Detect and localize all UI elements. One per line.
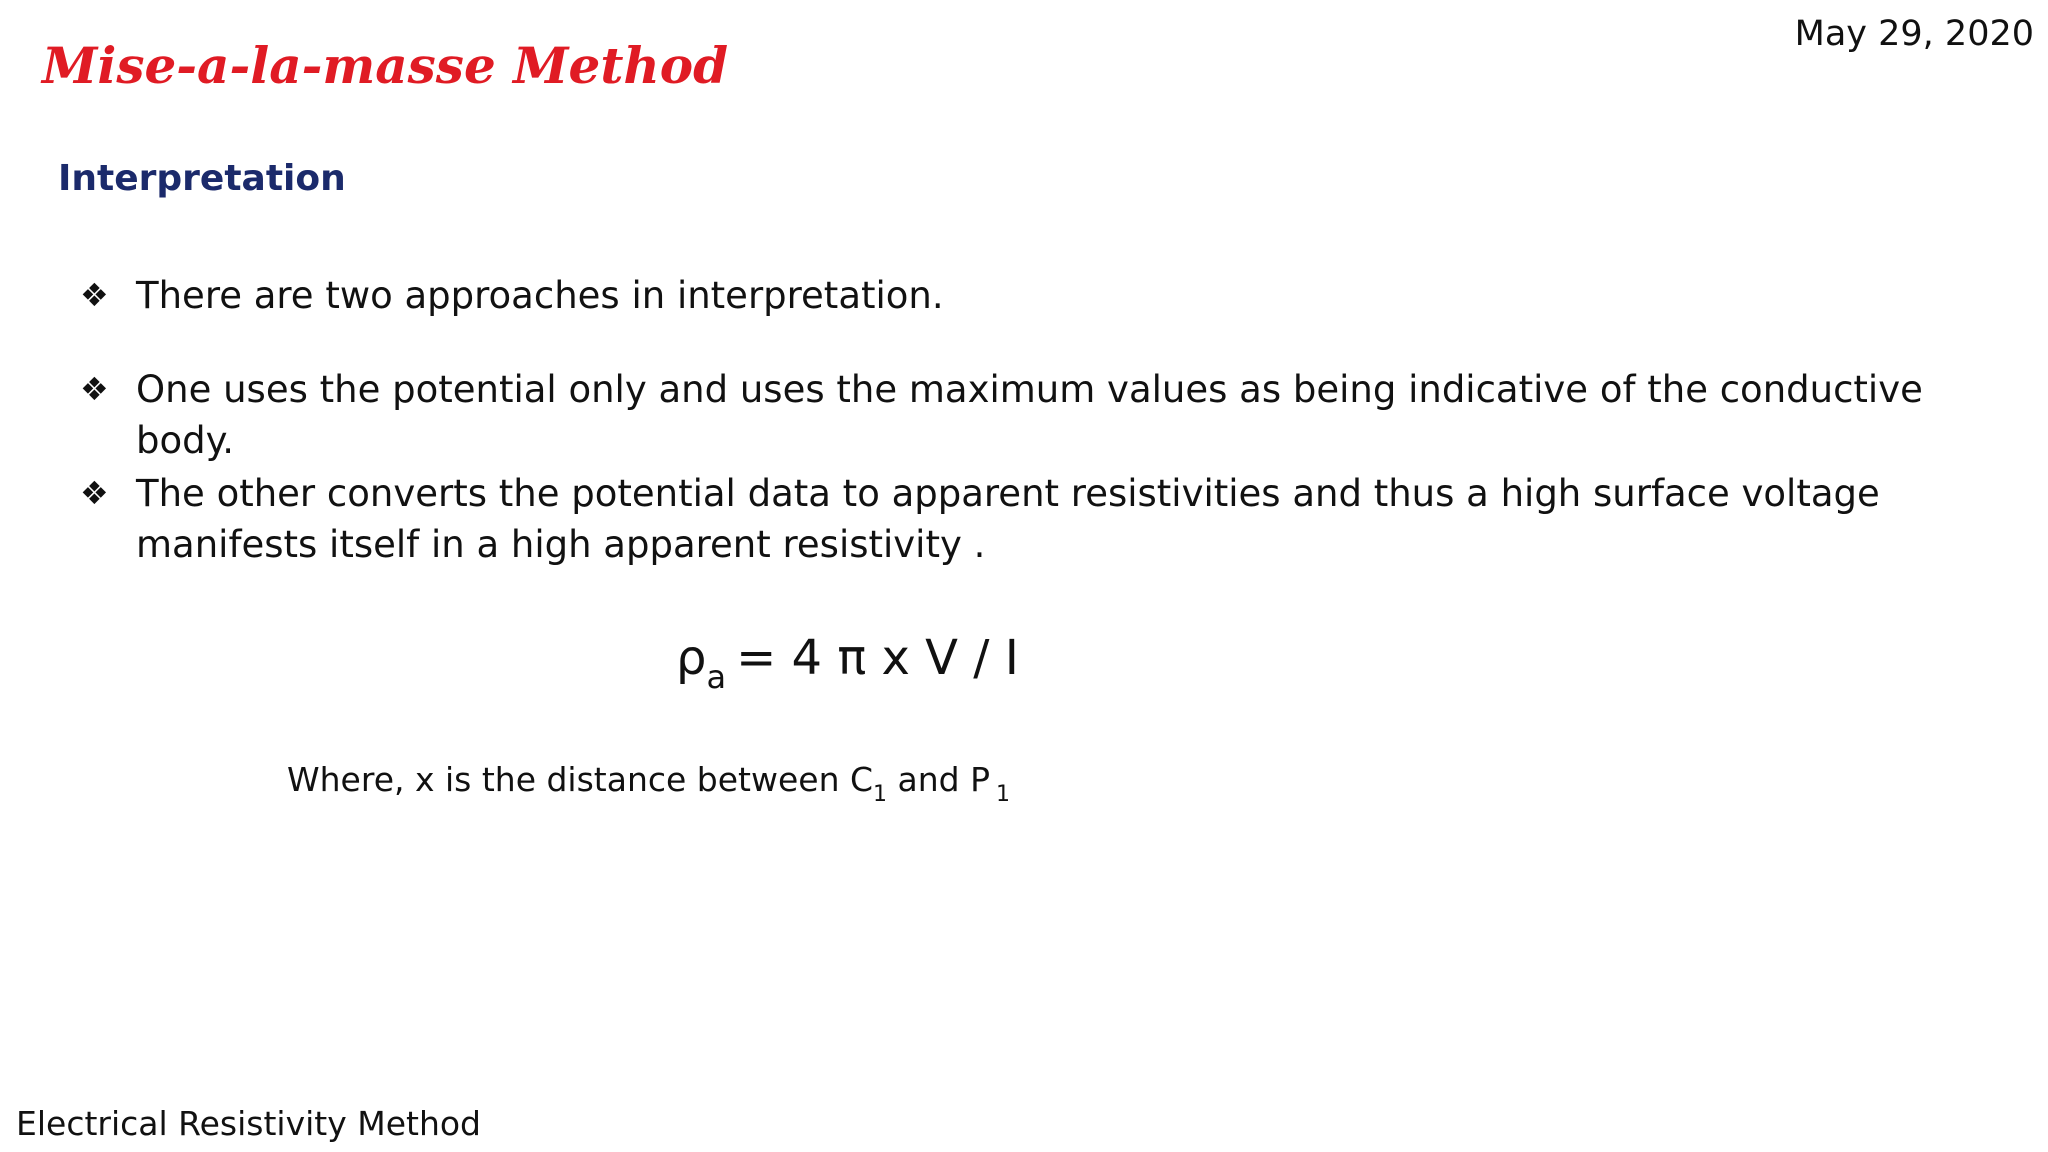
diamond-bullet-icon: ❖ [80, 276, 109, 314]
apparent-resistivity-formula [676, 630, 1019, 696]
bullet-text: The other converts the potential data to apparent resistivities and thus a high surface voltage manifests itself in a high apparent resistivity . [136, 472, 1880, 566]
diamond-bullet-icon: ❖ [80, 370, 109, 408]
bullet-item [80, 364, 1960, 466]
diamond-bullet-icon: ❖ [80, 474, 109, 512]
bullet-text: There are two approaches in interpretation. [136, 274, 944, 317]
bullet-text: One uses the potential only and uses the maximum values as being indicative of the conductive body. [136, 368, 1923, 462]
slide-title: Mise-a-la-masse Method [42, 36, 729, 95]
bullet-item [80, 468, 1960, 570]
definition-subscript-p: 1 [996, 782, 1011, 807]
definition-middle: and P [887, 760, 991, 799]
formula-subscript: a [706, 658, 727, 696]
slide-date: May 29, 2020 [1794, 14, 2034, 54]
formula-expression: = 4 π x V / I [736, 630, 1019, 686]
slide-footer: Electrical Resistivity Method [16, 1104, 481, 1143]
definition-subscript-c: 1 [873, 782, 888, 807]
formula-symbol: ρ [676, 630, 707, 686]
section-heading: Interpretation [58, 158, 346, 199]
formula-definition [287, 760, 1011, 807]
bullet-item [80, 270, 1960, 321]
definition-prefix: Where, x is the distance between C [287, 760, 874, 799]
